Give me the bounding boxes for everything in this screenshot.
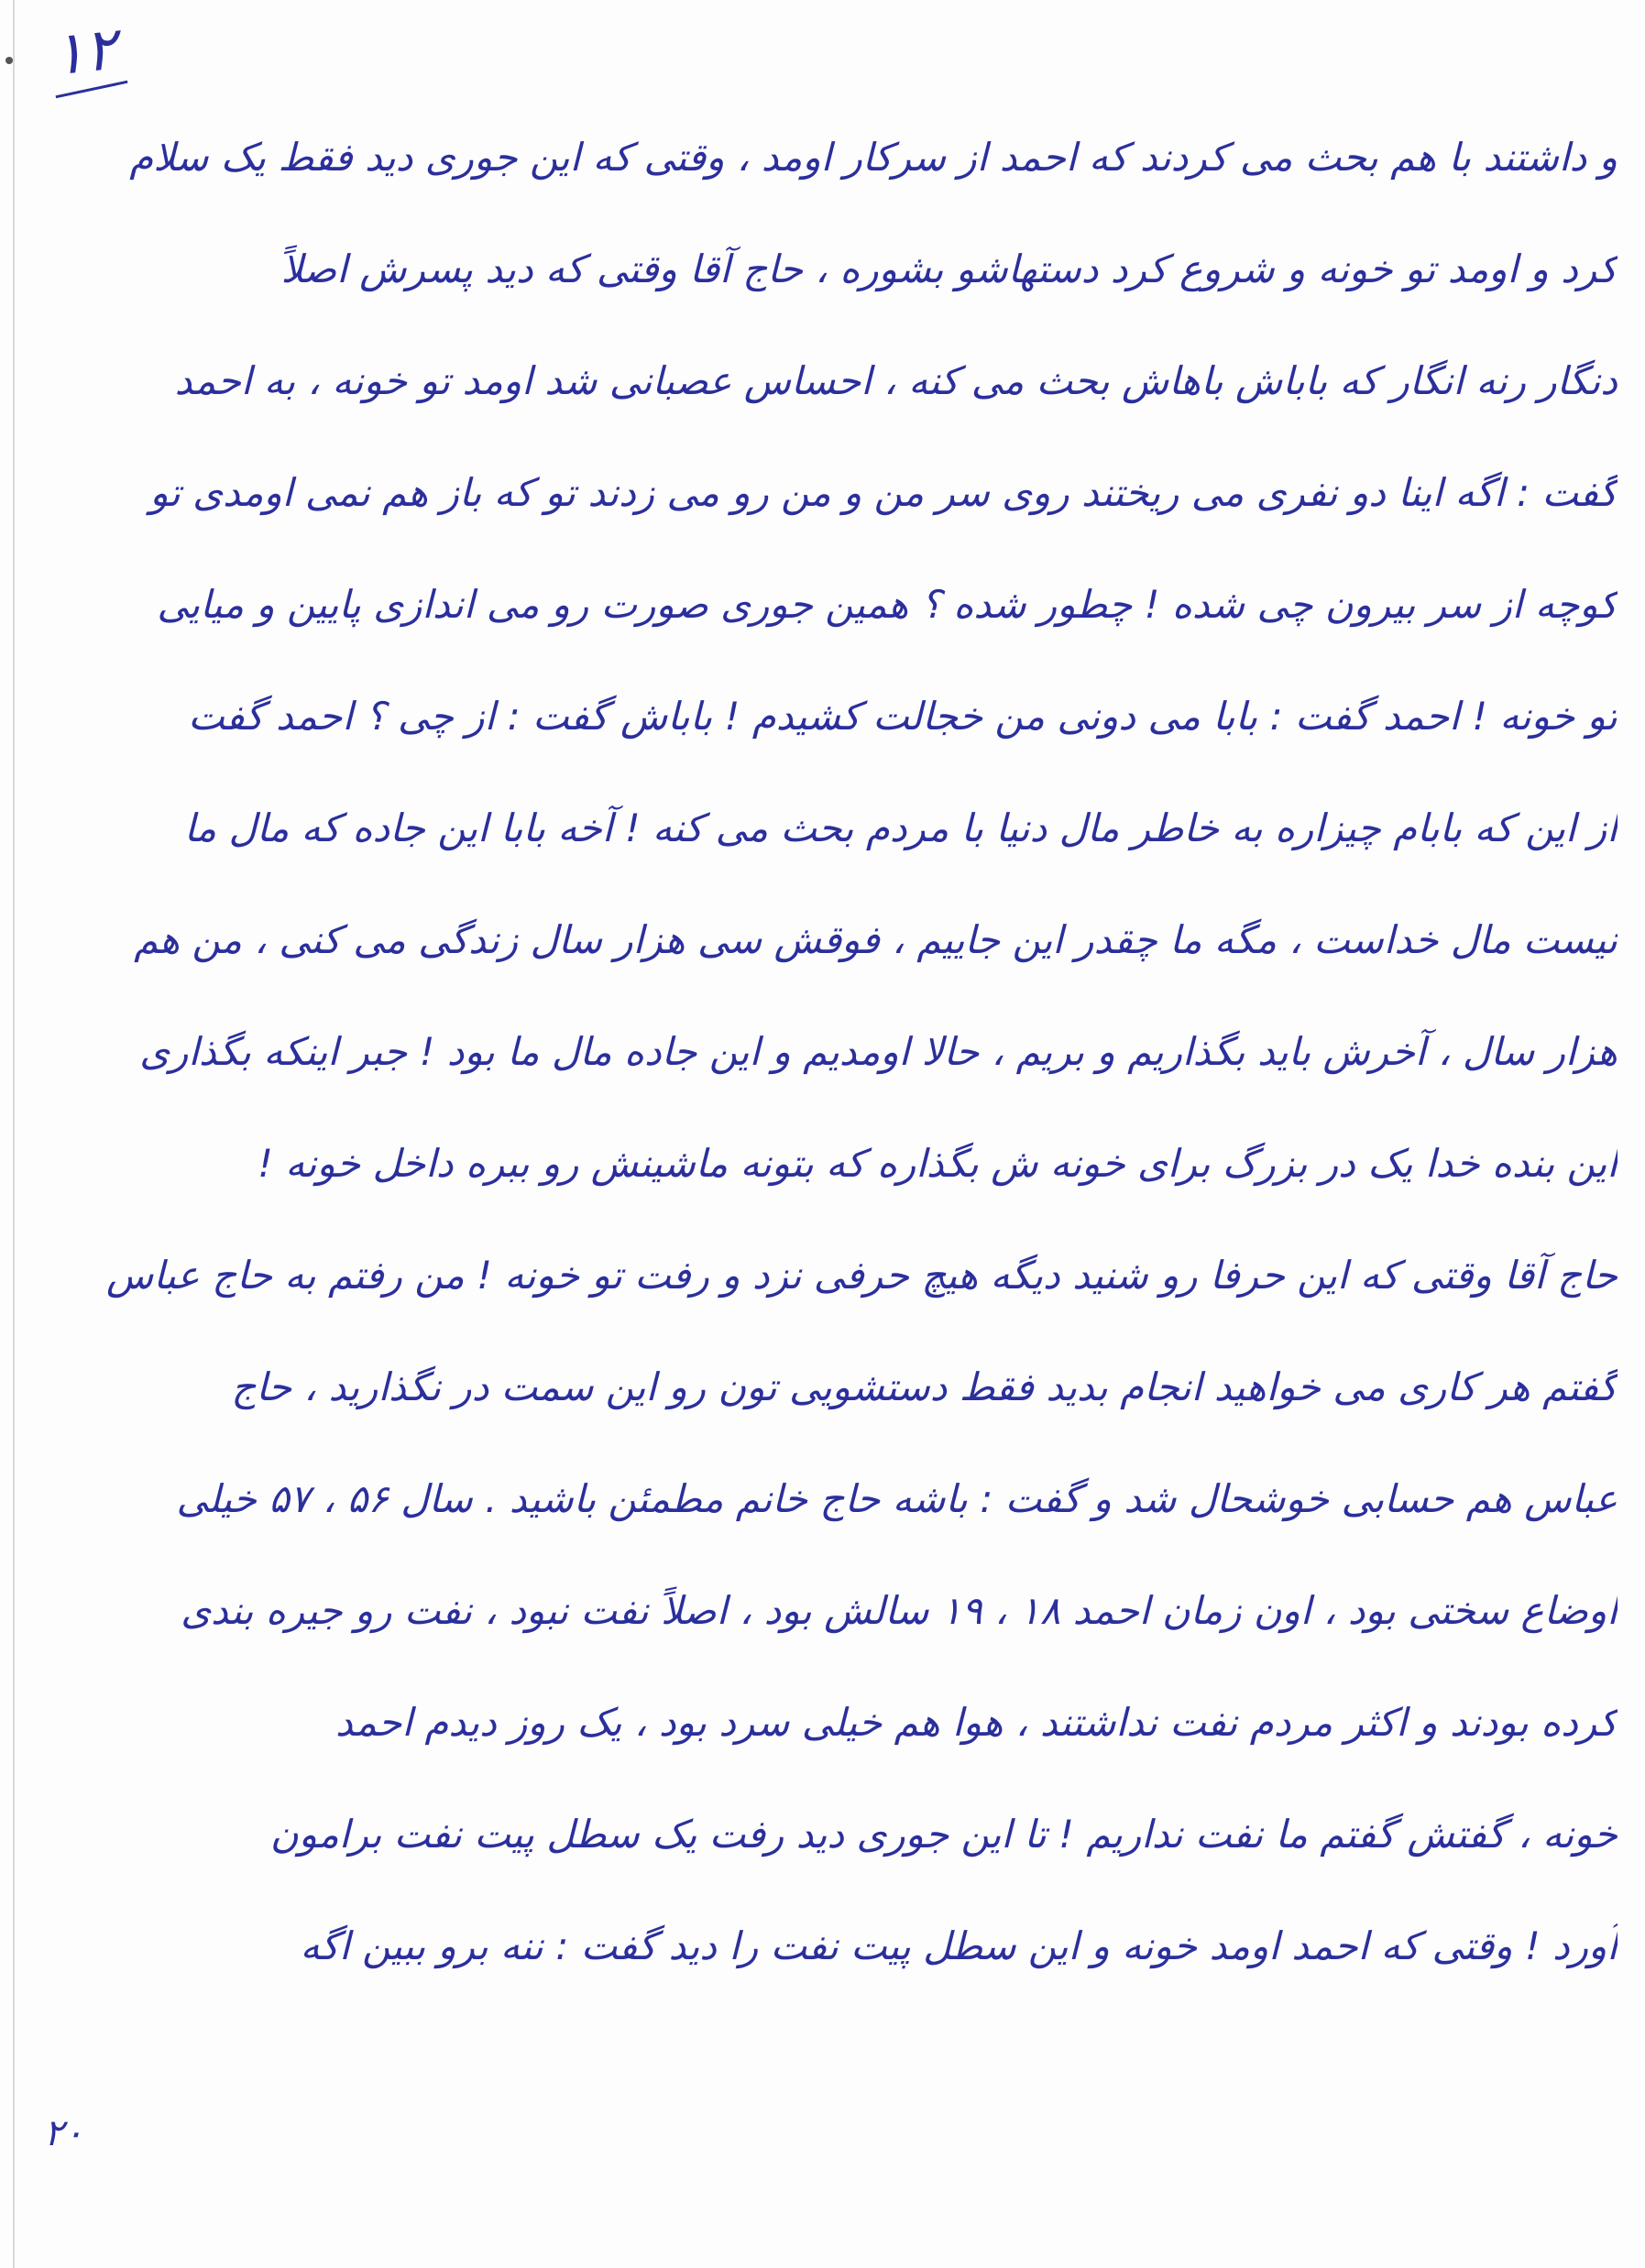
page-margin-line	[13, 0, 15, 2268]
text-line: از این که بابام چیزاره به خاطر مال دنیا با مردم بحث می کنه ! آخه بابا این جاده که مال ما	[183, 805, 1618, 850]
text-line: این بنده خدا یک در بزرگ برای خونه ش بگذاره که بتونه ماشینش رو ببره داخل خونه !	[258, 1140, 1618, 1186]
text-line: گفت : اگه اینا دو نفری می ریختند روی سر من و من رو می زدند تو که باز هم نمی اومدی تو	[149, 469, 1618, 515]
page-number: ۱۲	[49, 15, 120, 90]
text-line: نیست مال خداست ، مگه ما چقدر این جاییم ، فوقش سی هزار سال زندگی می کنی ، من هم	[134, 916, 1618, 962]
text-line: کرده بودند و اکثر مردم نفت نداشتند ، هوا هم خیلی سرد بود ، یک روز دیدم احمد	[335, 1699, 1618, 1745]
text-line: آورد ! وقتی که احمد اومد خونه و این سطل پیت نفت را دید گفت : ننه برو ببین اگه	[300, 1923, 1618, 1968]
text-line: کرد و اومد تو خونه و شروع کرد دستهاشو بشوره ، حاج آقا وقتی که دید پسرش اصلاً	[280, 246, 1618, 291]
text-line: اوضاع سختی بود ، اون زمان احمد ۱۸ ، ۱۹ سالش بود ، اصلاً نفت نبود ، نفت رو جیره بندی	[181, 1587, 1618, 1633]
binding-mark	[5, 57, 13, 64]
text-line: دنگار رنه انگار که باباش باهاش بحث می کنه ، احساس عصبانی شد اومد تو خونه ، به احمد	[174, 357, 1618, 403]
footer-number: ۲۰	[44, 2112, 83, 2154]
text-line: و داشتند با هم بحث می کردند که احمد از سرکار اومد ، وقتی که این جوری دید فقط یک سلام	[129, 134, 1618, 180]
text-line: تو خونه ! احمد گفت : بابا می دونی من خجالت کشیدم ! باباش گفت : از چی ؟ احمد گفت	[188, 693, 1618, 739]
text-line: حاج آقا وقتی که این حرفا رو شنید دیگه هیچ حرفی نزد و رفت تو خونه ! من رفتم به حاج عباس	[106, 1252, 1618, 1298]
text-line: خونه ، گفتش گفتم ما نفت نداریم ! تا این جوری دید رفت یک سطل پیت نفت برامون	[269, 1811, 1618, 1857]
handwritten-text-block	[37, 101, 1618, 2001]
text-line: کوچه از سر بیرون چی شده ! چطور شده ؟ همین جوری صورت رو می اندازی پایین و میایی	[157, 581, 1618, 627]
text-line: عباس هم حسابی خوشحال شد و گفت : باشه حاج خانم مطمئن باشید . سال ۵۶ ، ۵۷ خیلی	[176, 1475, 1618, 1521]
text-line: هزار سال ، آخرش باید بگذاریم و بریم ، حالا اومدیم و این جاده مال ما بود ! جبر اینکه بگذاری	[139, 1028, 1618, 1074]
text-line: گفتم هر کاری می خواهید انجام بدید فقط دستشویی تون رو این سمت در نگذارید ، حاج	[231, 1364, 1618, 1409]
